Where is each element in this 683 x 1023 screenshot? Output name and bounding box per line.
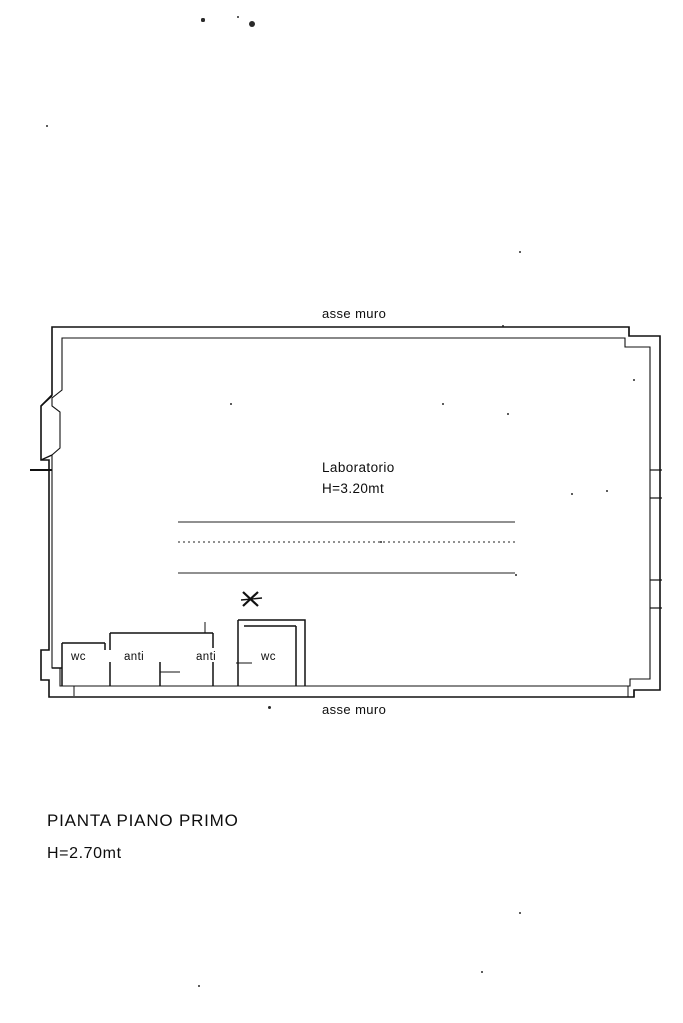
plan-title-height: H=2.70mt <box>47 845 122 862</box>
label-room-laboratorio: Laboratorio <box>322 460 395 475</box>
inner-wall-outline <box>52 338 650 686</box>
laboratory-floor-lines <box>178 522 515 573</box>
label-room-laboratorio-height: H=3.20mt <box>322 481 385 496</box>
x-marker-icon <box>241 592 262 606</box>
right-wall-jogs <box>629 327 662 697</box>
outer-wall-outline <box>41 327 660 697</box>
scan-speck <box>201 18 204 21</box>
label-room-wc-right: wc <box>261 651 276 663</box>
label-asse-muro-bottom: asse muro <box>322 702 387 717</box>
label-room-anti-left: anti <box>124 651 145 663</box>
scan-speck <box>268 706 271 709</box>
plan-title: PIANTA PIANO PRIMO <box>47 811 239 830</box>
label-asse-muro-top: asse muro <box>322 306 387 321</box>
label-room-wc-left: wc <box>71 651 86 663</box>
label-room-anti-right: anti <box>196 651 217 663</box>
